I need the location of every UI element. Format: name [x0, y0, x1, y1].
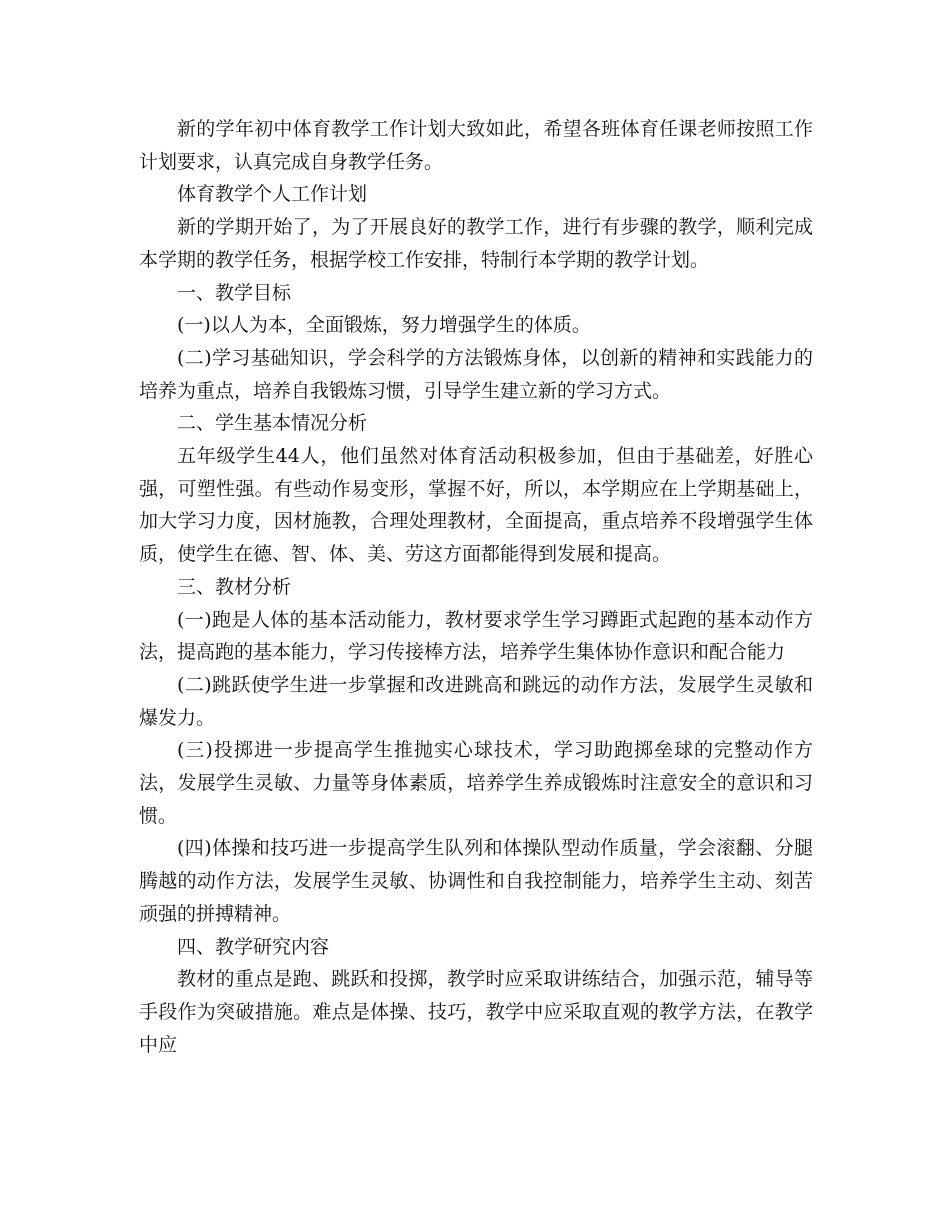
heading-material-analysis: 三、教材分析: [177, 575, 292, 598]
material-item-throwing: (三)投掷进一步提高学生推抛实心球技术，学习助跑掷垒球的完整动作方法，发展学生灵敏、力量等身体素质，培养学生养成锻炼时注意安全的意识和习惯。: [139, 739, 813, 827]
material-item-gymnastics: (四)体操和技巧进一步提高学生队列和体操队型动作质量，学会滚翻、分腿腾越的动作方法，发展学生灵敏、协调性和自我控制能力，培养学生主动、刻苦顽强的拼搏精神。: [139, 837, 813, 925]
heading-research-content: 四、教学研究内容: [177, 935, 330, 958]
heading-student-analysis: 二、学生基本情况分析: [177, 412, 368, 435]
material-item-jumping: (二)跳跃使学生进一步掌握和改进跳高和跳远的动作方法，发展学生灵敏和爆发力。: [139, 673, 813, 729]
paragraph-research-content: 教材的重点是跑、跳跃和投掷，教学时应采取讲练结合，加强示范，辅导等手段作为突破措施。难点是体操、技巧，教学中应采取直观的教学方法，在教学中应: [139, 968, 813, 1056]
material-item-running: (一)跑是人体的基本活动能力，教材要求学生学习蹲距式起跑的基本动作方法，提高跑的基本能力，学习传接棒方法，培养学生集体协作意识和配合能力: [139, 608, 813, 664]
document-body: [139, 113, 813, 1061]
heading-teaching-goals: 一、教学目标: [177, 281, 292, 304]
paragraph-student-analysis: 五年级学生44人，他们虽然对体育活动积极参加，但由于基础差，好胜心强，可塑性强。有些动作易变形，掌握不好，所以，本学期应在上学期基础上，加大学习力度，因材施教，合理处理教材，全面提高，重点培养不段增强学生体质，使学生在德、智、体、美、劳这方面都能得到发展和提高。: [139, 445, 813, 566]
paragraph-closing-summary: 新的学年初中体育教学工作计划大致如此，希望各班体育任课老师按照工作计划要求，认真完成自身教学任务。: [139, 118, 813, 173]
paragraph-intro: 新的学期开始了，为了开展良好的教学工作，进行有步骤的教学，顺利完成本学期的教学任务，根据学校工作安排，特制行本学期的教学计划。: [139, 216, 813, 271]
goal-item-1: (一)以人为本，全面锻炼，努力增强学生的体质。: [177, 314, 591, 337]
section-title-personal-plan: 体育教学个人工作计划: [177, 183, 368, 206]
goal-item-2: (二)学习基础知识，学会科学的方法锻炼身体，以创新的精神和实践能力的培养为重点，培养自我锻炼习惯，引导学生建立新的学习方式。: [139, 346, 813, 402]
